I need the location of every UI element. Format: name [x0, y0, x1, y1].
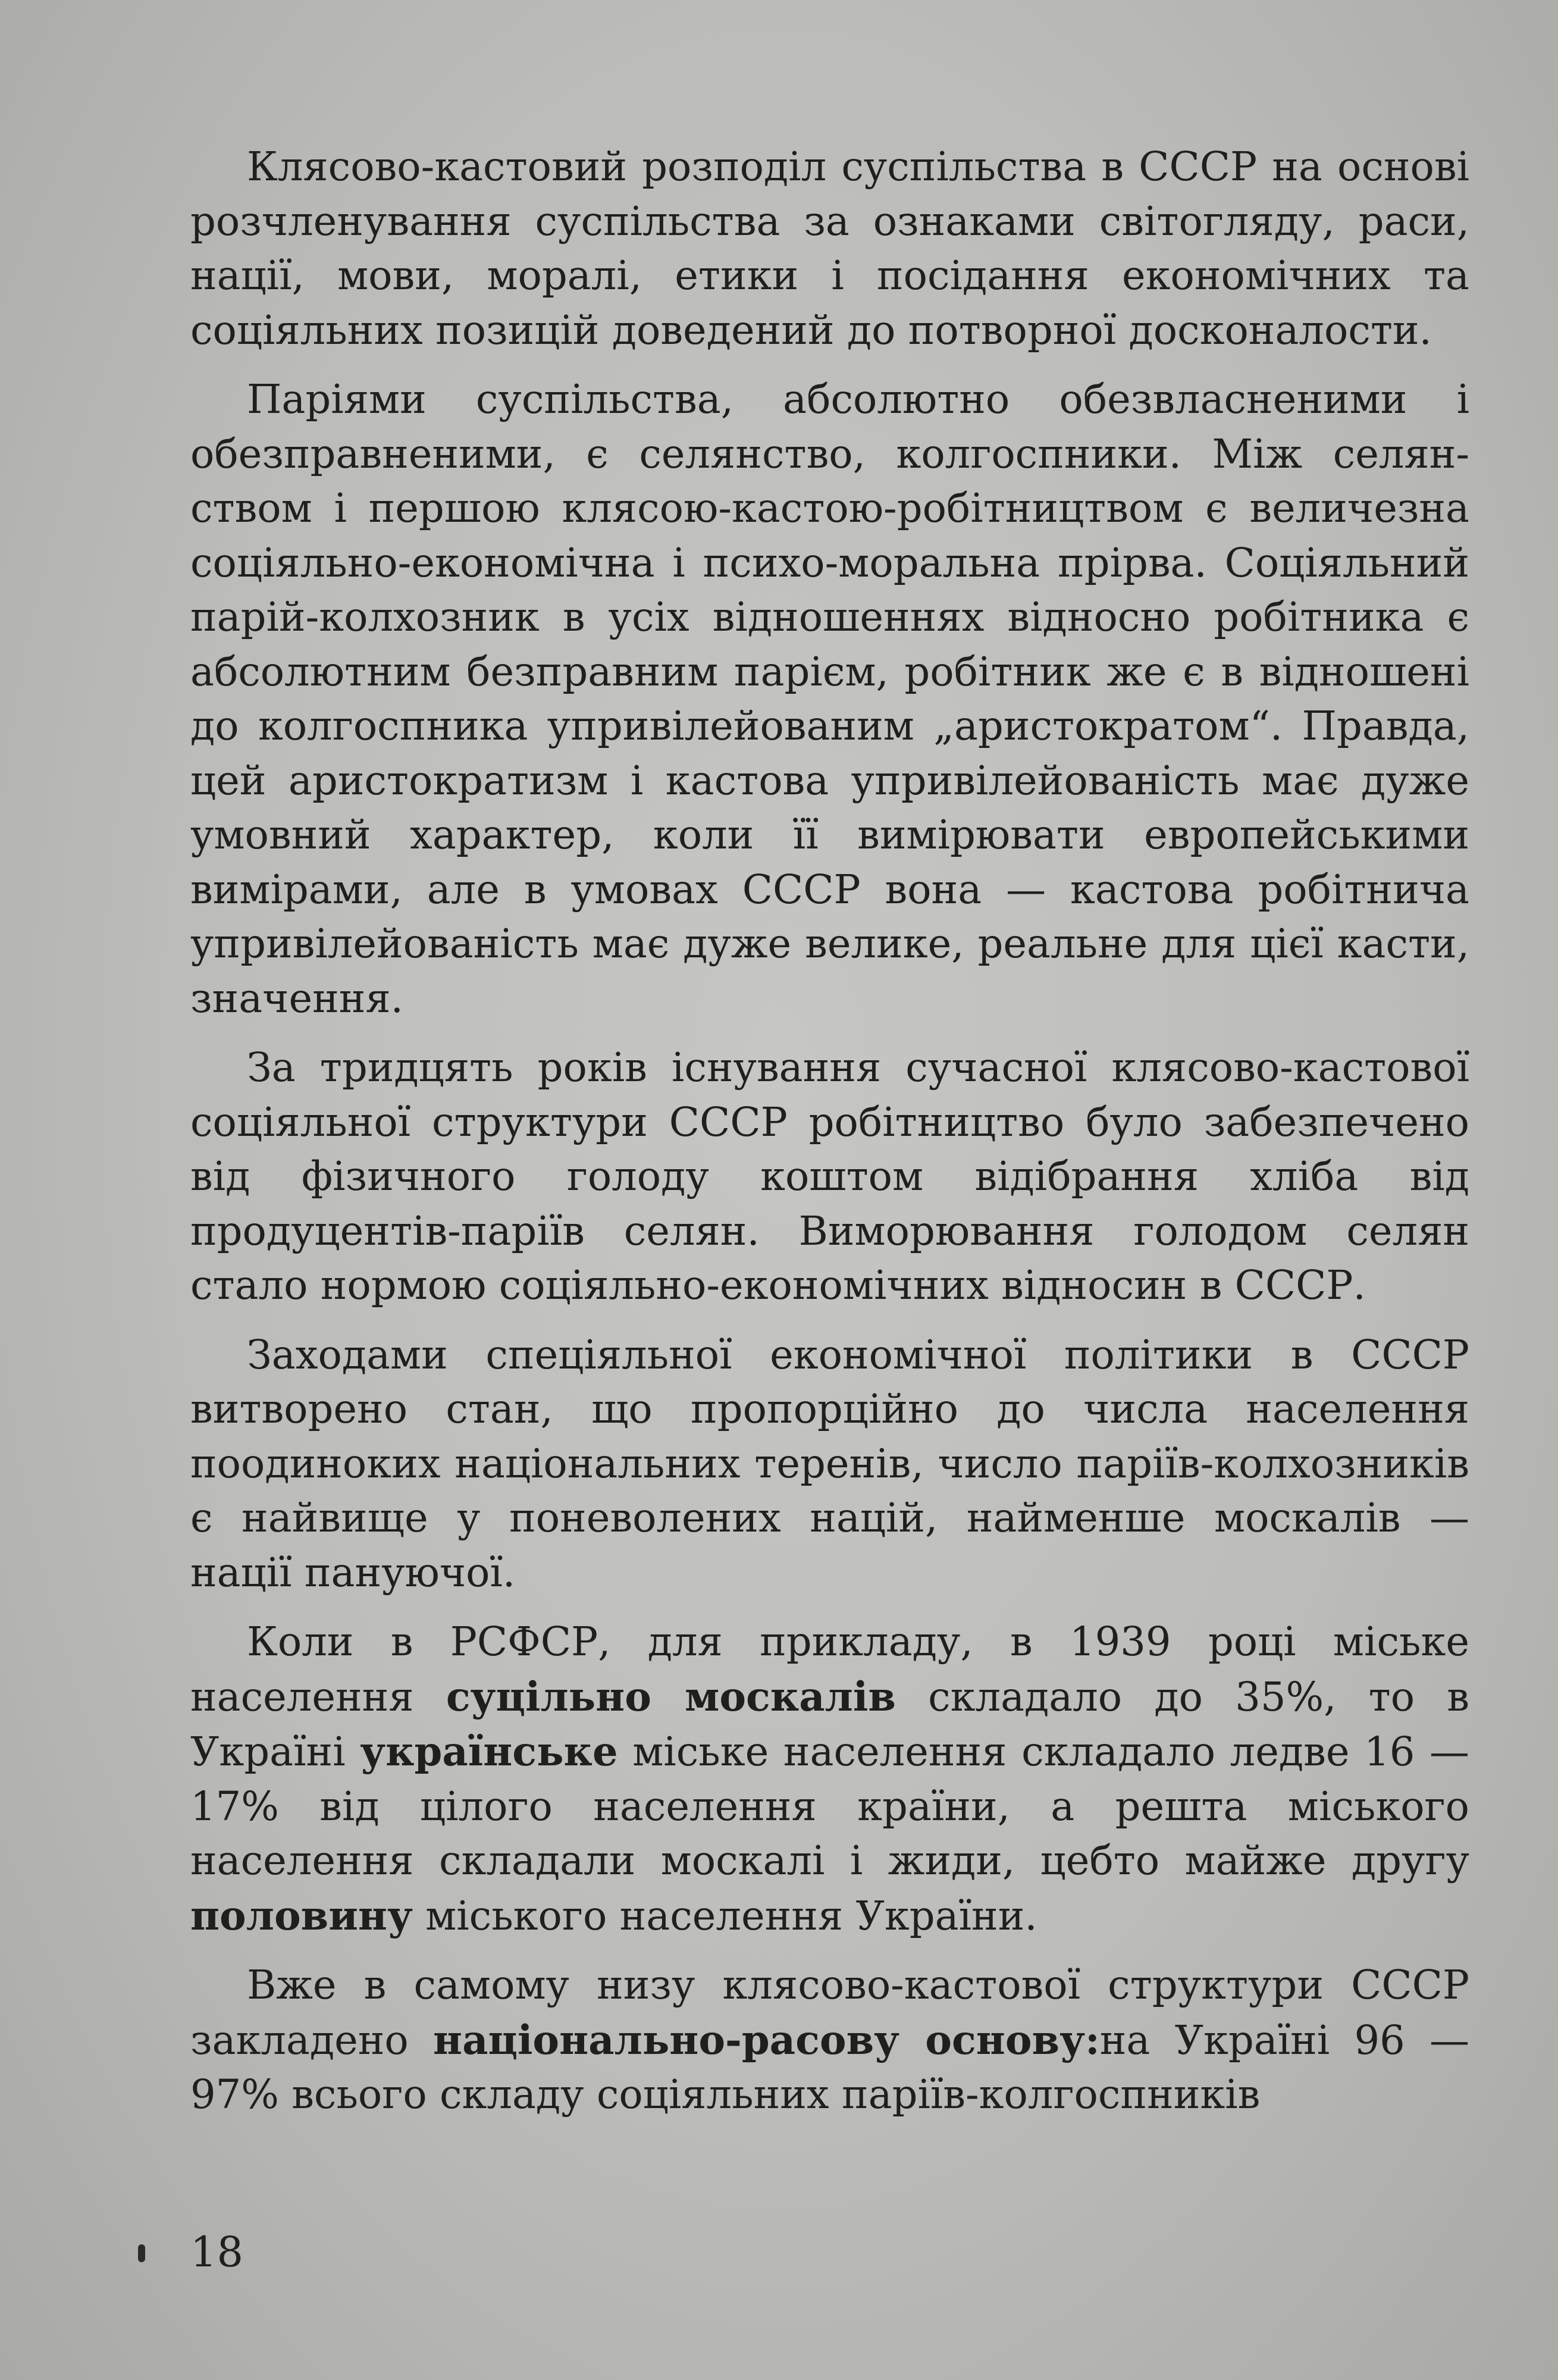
paragraph-5: [190, 1615, 1469, 1943]
paragraph-3: [190, 1041, 1469, 1313]
paragraph-text: міське населення складало ледве 16 — 17% від цілого населення країни, а решта міського населення складали москалі і жиди, цебто майже другу: [190, 1728, 1470, 1884]
print-speck: [138, 2244, 145, 2262]
paragraph-2: [190, 372, 1469, 1026]
bold-phrase: суцільно москалів: [446, 1673, 896, 1720]
paragraph-text: на Україні 96 — 97% всього складу соціяльних паріїв-колгоспників: [190, 2016, 1469, 2118]
paragraph-text: Коли в РСФСР, для прикладу, в 1939 році міське населення: [190, 1618, 1469, 1720]
bold-phrase: національно-расову основу:: [433, 2016, 1100, 2063]
paragraph-6: [190, 1958, 1469, 2122]
page-number: 18: [190, 2228, 244, 2276]
bold-phrase: українське: [360, 1728, 618, 1775]
body-text: [190, 140, 1469, 2137]
paragraph-1: [190, 140, 1469, 358]
paragraph-4: [190, 1328, 1469, 1601]
paragraph-text: складало до 35%, то в Україні: [190, 1673, 1469, 1775]
paragraph-text: Паріями суспільства, абсолютно обезвласненими і обезправненими, є селянство, колгоспники. Між селянством і першою клясою-кастою-робітництвом є величезна соціяльно-економічна і психо-моральна прірва. Соціяльний парій-колхозник в усіх відношеннях відносно робітника є абсолютним безправним парієм, робітник же є в відношені до колгоспника упривілейованим „аристократом“. Правда, цей аристократизм і кастова упривілейованість має дуже умовний характер, коли її вимірювати европейськими вимірами, але в умовах СССР вона — кастова робітнича упривілейованість має дуже велике, реальне для цієї касти, значення.: [190, 376, 1469, 1022]
paragraph-text: міського населення України.: [412, 1892, 1037, 1939]
bold-phrase: половину: [190, 1892, 413, 1939]
paragraph-text: Заходами спеціяльної економічної політики в СССР витворено стан, що пропорційно до числа населення поодиноких національних теренів, число паріїв-колхозників є найвище у поневолених націй, найменше москалів — нації пануючої.: [190, 1331, 1469, 1596]
paragraph-text: Вже в самому низу клясово-кастової структури СССР закладено: [190, 1962, 1469, 2063]
paragraph-text: Клясово-кастовий розподіл суспільства в СССР на основі розчленування суспільства за ознаками світогляду, раси, нації, мови, моралі, етики і посідання економічних та соціяльних позицій доведений до потворної досконалости.: [190, 143, 1469, 353]
paragraph-text: За тридцять років існування сучасної клясово-кастової соціяльної структури СССР робітництво було забезпечено від фізичного голоду коштом відібрання хліба від продуцентів-паріїв селян. Виморювання голодом селян стало нормою соціяльно-економічних відносин в СССР.: [190, 1044, 1469, 1308]
